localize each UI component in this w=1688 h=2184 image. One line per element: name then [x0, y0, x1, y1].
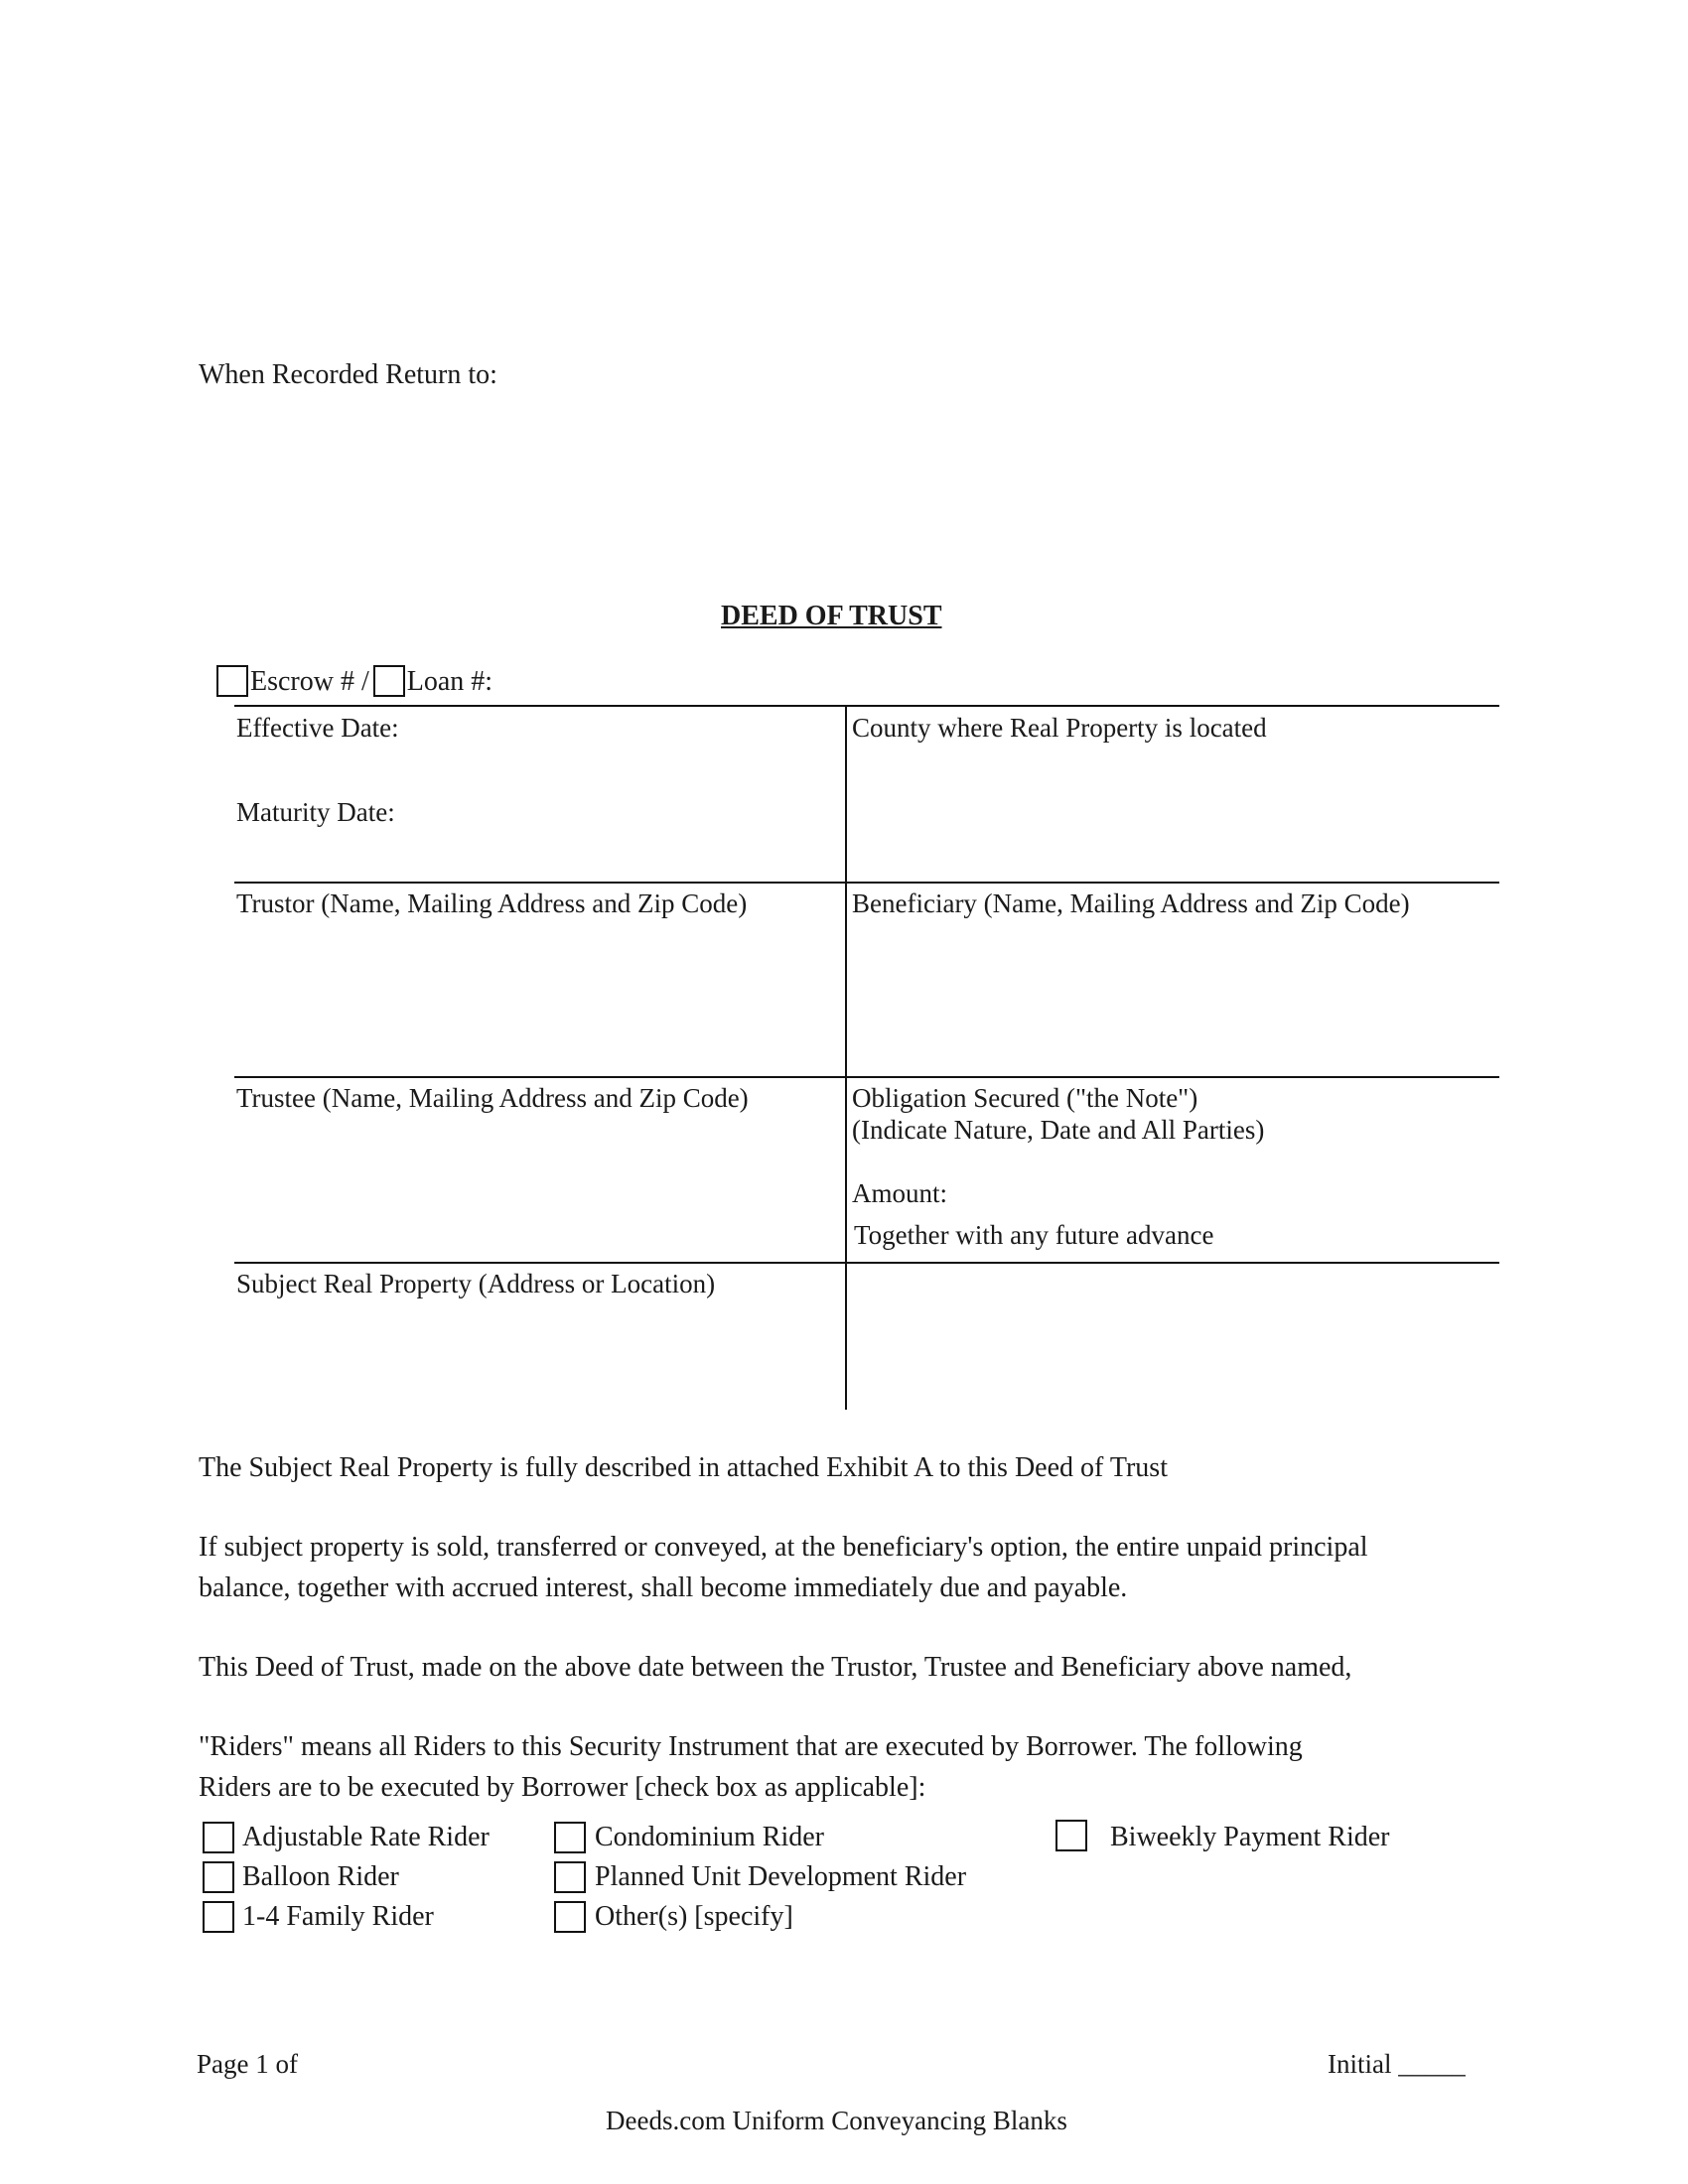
subject-property-label: Subject Real Property (Address or Location)	[236, 1269, 716, 1298]
condominium-checkbox[interactable]	[554, 1822, 586, 1853]
due-on-sale-line1: If subject property is sold, transferred or conveyed, at the beneficiary's option, the entire unpaid principal	[199, 1532, 1368, 1563]
loan-label: Loan #:	[406, 666, 493, 697]
amount-label: Amount:	[852, 1178, 948, 1208]
table-top-rule	[234, 705, 1499, 707]
return-to-label: When Recorded Return to:	[199, 359, 497, 390]
maturity-date-label: Maturity Date:	[236, 797, 395, 827]
effective-date-label: Effective Date:	[236, 713, 399, 743]
riders-line2: Riders are to be executed by Borrower [check box as applicable]:	[199, 1772, 926, 1803]
made-on-paragraph: This Deed of Trust, made on the above date between the Trustor, Trustee and Beneficiary above named,	[199, 1652, 1352, 1683]
beneficiary-label: Beneficiary (Name, Mailing Address and Zip Code)	[852, 888, 1410, 918]
adjustable-rate-checkbox[interactable]	[203, 1822, 234, 1853]
pud-label: Planned Unit Development Rider	[595, 1861, 967, 1892]
trustor-label: Trustor (Name, Mailing Address and Zip Code)	[236, 888, 748, 918]
initial-field: Initial _____	[1328, 2049, 1466, 2079]
family-rider-label: 1-4 Family Rider	[242, 1901, 434, 1932]
future-advance-label: Together with any future advance	[854, 1220, 1214, 1250]
other-label: Other(s) [specify]	[595, 1901, 793, 1932]
document-title: DEED OF TRUST	[721, 601, 942, 631]
loan-checkbox[interactable]	[373, 665, 405, 697]
balloon-label: Balloon Rider	[242, 1861, 399, 1892]
obligation-label-line1: Obligation Secured ("the Note")	[852, 1083, 1198, 1113]
trustee-label: Trustee (Name, Mailing Address and Zip Code)	[236, 1083, 749, 1113]
biweekly-checkbox[interactable]	[1055, 1820, 1087, 1851]
pud-checkbox[interactable]	[554, 1861, 586, 1893]
county-label: County where Real Property is located	[852, 713, 1267, 743]
due-on-sale-line2: balance, together with accrued interest, shall become immediately due and payable.	[199, 1572, 1128, 1603]
adjustable-rate-label: Adjustable Rate Rider	[242, 1822, 490, 1852]
escrow-checkbox[interactable]	[216, 665, 248, 697]
balloon-checkbox[interactable]	[203, 1861, 234, 1893]
table-rule-4	[234, 1262, 1499, 1264]
obligation-label-line2: (Indicate Nature, Date and All Parties)	[852, 1115, 1265, 1145]
escrow-label: Escrow # /	[250, 666, 369, 697]
page-number: Page 1 of	[197, 2049, 298, 2079]
exhibit-paragraph: The Subject Real Property is fully described in attached Exhibit A to this Deed of Trust	[199, 1452, 1168, 1483]
table-rule-2	[234, 882, 1499, 884]
condominium-label: Condominium Rider	[595, 1822, 824, 1852]
biweekly-label: Biweekly Payment Rider	[1110, 1822, 1390, 1852]
escrow-loan-row	[216, 665, 492, 698]
footer-brand: Deeds.com Uniform Conveyancing Blanks	[606, 2106, 1067, 2135]
table-center-divider	[845, 705, 847, 1410]
other-checkbox[interactable]	[554, 1901, 586, 1933]
table-rule-3	[234, 1076, 1499, 1078]
riders-line1: "Riders" means all Riders to this Security Instrument that are executed by Borrower. The following	[199, 1731, 1303, 1762]
family-rider-checkbox[interactable]	[203, 1901, 234, 1933]
